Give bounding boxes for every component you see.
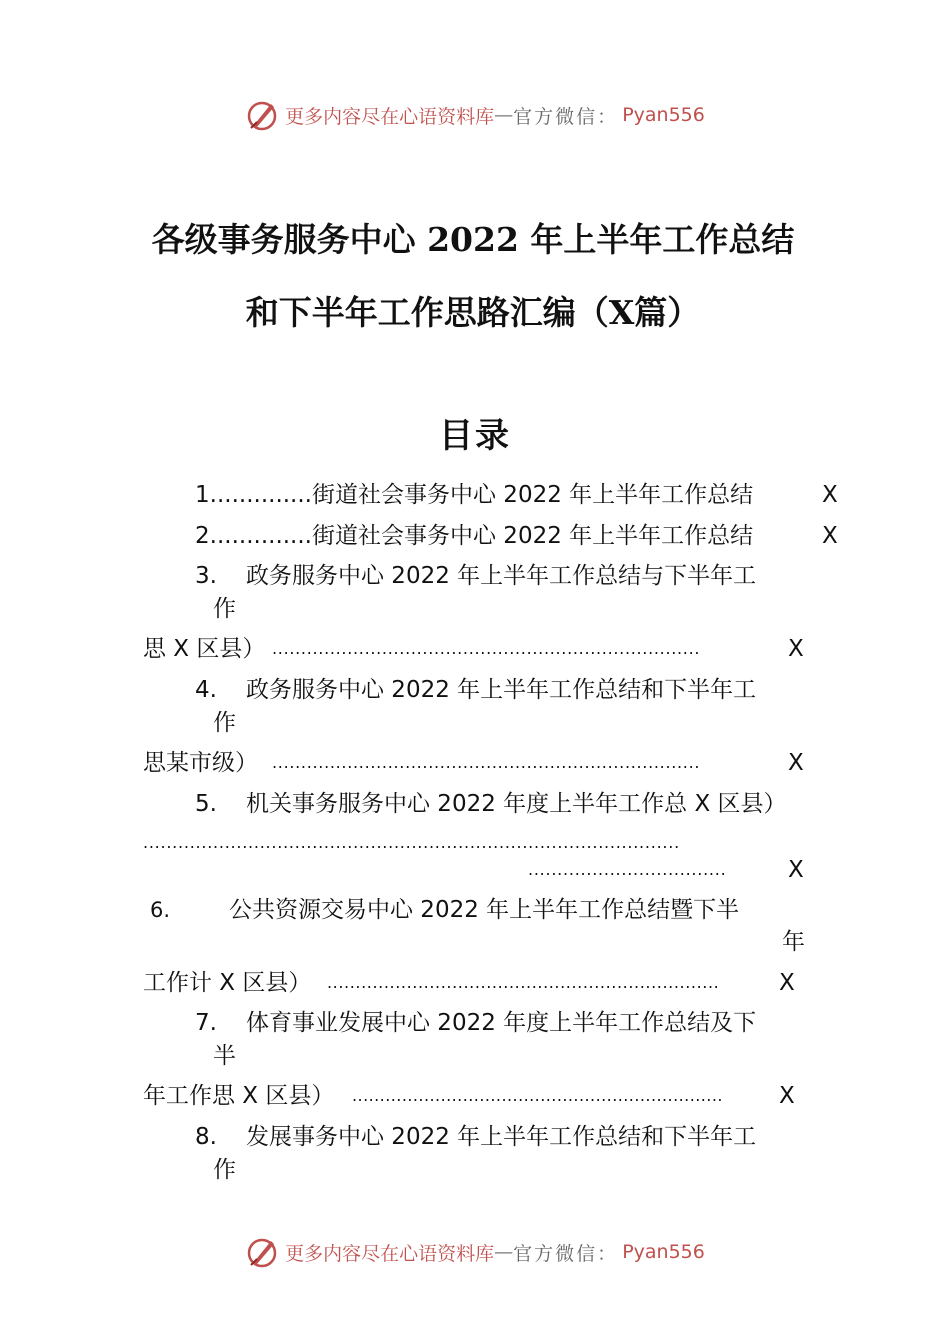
toc-leader-dots: ..................................................................... [327, 973, 720, 992]
toc-item-5-number: 5. [195, 791, 217, 817]
banner-text: 更多内容尽在心语资料库 [285, 1242, 495, 1265]
banner-wechat-id: Pyan556 [622, 104, 705, 126]
toc-item-7-text[interactable]: 体育事业发展中心 2022 年度上半年工作总结及下 [246, 1010, 757, 1036]
toc-item-7-text-wrap: 半 [213, 1043, 236, 1069]
banner-wechat-id: Pyan556 [622, 1241, 705, 1263]
header-watermark-banner [0, 95, 950, 135]
toc-leader-dots: .......................................................................... [272, 639, 701, 658]
banner-wechat-label: 官方微信： [513, 105, 619, 128]
banner-separator: — [494, 1241, 514, 1263]
quill-logo-icon [245, 1235, 279, 1269]
quill-logo-icon [245, 98, 279, 132]
toc-item-5-page: X [788, 857, 804, 883]
toc-item-4-number: 4. [195, 677, 217, 703]
toc-item-6-number: 6. [150, 898, 171, 922]
toc-leader-dots: .......................................................................... [272, 753, 701, 772]
toc-item-1[interactable] [195, 480, 753, 510]
toc-item-3-page: X [788, 636, 804, 662]
banner-wechat-label: 官方微信： [513, 1242, 619, 1265]
toc-item-3-text[interactable]: 政务服务中心 2022 年上半年工作总结与下半年工 [246, 563, 757, 589]
toc-item-4-text-cont: 思某市级） [143, 750, 258, 776]
toc-item-6-text-cont: 工作计 X 区县） [143, 970, 312, 996]
toc-item-7-number: 7. [195, 1010, 217, 1036]
toc-item-5-text[interactable]: 机关事务服务中心 2022 年度上半年工作总 X 区县） [246, 791, 787, 817]
toc-item-4-text-wrap: 作 [213, 710, 236, 736]
toc-item-8-text-wrap: 作 [213, 1157, 236, 1183]
document-title-line-2: 和下半年工作思路汇编（X篇） [245, 293, 701, 332]
toc-item-3-text-wrap: 作 [213, 596, 236, 622]
banner-text: 更多内容尽在心语资料库 [285, 105, 495, 128]
toc-item-8-number: 8. [195, 1124, 217, 1150]
banner-separator: — [494, 104, 514, 126]
toc-item-7-text-cont: 年工作思 X 区县） [143, 1083, 335, 1109]
document-title-line-1: 各级事务服务中心 2022 年上半年工作总结 [151, 220, 795, 259]
toc-item-2[interactable] [195, 521, 753, 551]
toc-item-text: 街道社会事务中心 2022 年上半年工作总结 [312, 523, 754, 549]
toc-item-3-number: 3. [195, 563, 217, 589]
toc-leader-dots: ................................................................... [352, 1086, 723, 1105]
toc-item-6-text[interactable]: 公共资源交易中心 2022 年上半年工作总结暨下半 [229, 897, 740, 923]
toc-heading: 目录 [439, 416, 511, 456]
toc-leader-dots: .................................. [528, 860, 727, 879]
footer-watermark-banner [0, 1232, 950, 1272]
toc-item-6-text-wrap: 年 [782, 929, 805, 955]
toc-item-4-text[interactable]: 政务服务中心 2022 年上半年工作总结和下半年工 [246, 677, 757, 703]
toc-item-text: 街道社会事务中心 2022 年上半年工作总结 [312, 482, 754, 508]
toc-leader-dots: .............. [209, 482, 312, 508]
toc-item-7-page: X [779, 1083, 795, 1109]
toc-leader-dots-full: ............................................................................................ [143, 833, 680, 852]
toc-item-8-text[interactable]: 发展事务中心 2022 年上半年工作总结和下半年工 [246, 1124, 757, 1150]
toc-item-4-page: X [788, 750, 804, 776]
toc-item-2-page: X [822, 523, 838, 549]
toc-item-3-text-cont: 思 X 区县） [143, 636, 266, 662]
toc-item-number: 2 [195, 523, 210, 549]
toc-item-6-page: X [779, 970, 795, 996]
toc-leader-dots: .............. [209, 523, 312, 549]
toc-item-1-page: X [822, 482, 838, 508]
toc-item-number: 1 [195, 482, 210, 508]
